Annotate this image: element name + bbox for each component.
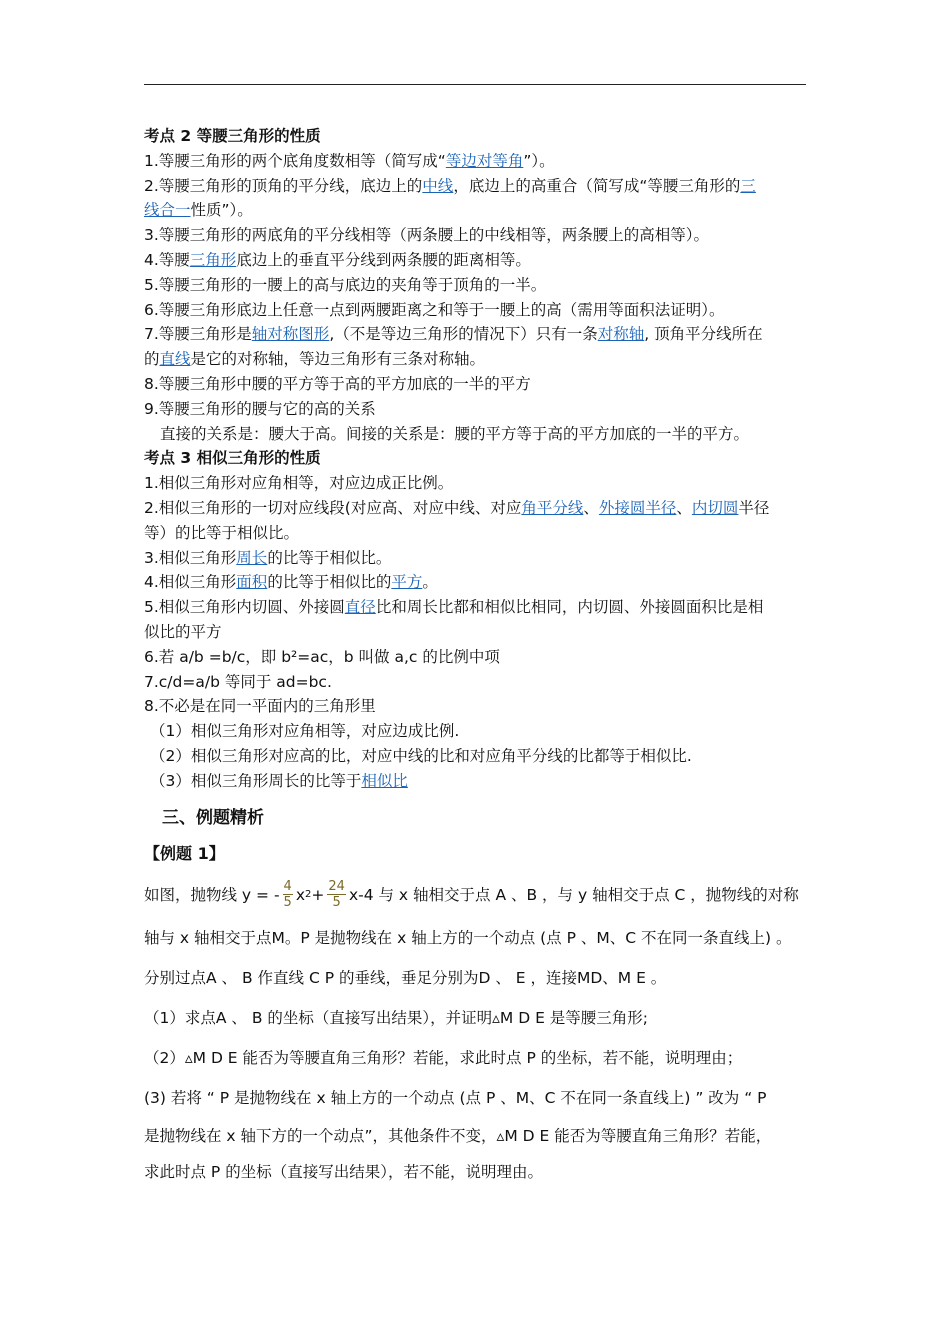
s2-item-9: 9.等腰三角形的腰与它的高的关系 xyxy=(144,399,376,418)
question-3c: 求此时点 P 的坐标（直接写出结果），若不能，说明理由。 xyxy=(144,1162,543,1181)
link-mianji[interactable]: 面积 xyxy=(236,573,268,592)
header-rule xyxy=(144,84,806,85)
link-sanjiaoxing[interactable]: 三角形 xyxy=(189,250,237,269)
s3-item-2a: 2.相似三角形的一切对应线段(对应高、对应中线、对应角平分线、外接圆半径、内切圆半径 xyxy=(144,498,770,517)
s3-sub-2: （2）相似三角形对应高的比，对应中线的比和对应角平分线的比都等于相似比. xyxy=(150,746,692,765)
question-3a: (3) 若将 “ P 是抛物线在 x 轴上方的一个动点 (点 P 、M、C 不在同一条直线上) ” 改为 “ P xyxy=(144,1088,767,1107)
link-zhijing[interactable]: 直径 xyxy=(344,598,376,617)
s3-item-5a: 5.相似三角形内切圆、外接圆直径比和周长比都和相似比相同，内切圆、外接圆面积比是相 xyxy=(144,598,764,617)
s3-item-2b: 等）的比等于相似比。 xyxy=(144,523,300,542)
s3-sub-3: （3）相似三角形周长的比等于相似比 xyxy=(150,771,408,790)
example-line-2: 轴与 x 轴相交于点M。P 是抛物线在 x 轴上方的一个动点 (点 P 、M、C 不在同一条直线上) 。 xyxy=(144,928,792,947)
link-zhouduicheng[interactable]: 轴对称图形 xyxy=(251,325,330,344)
link-zhixian[interactable]: 直线 xyxy=(159,350,191,369)
example-title: 【例题 1】 xyxy=(144,843,225,863)
s2-item-9b: 直接的关系是：腰大于高。间接的关系是：腰的平方等于高的平方加底的一半的平方。 xyxy=(160,424,750,443)
s3-item-6: 6.若 a/b =b/c，即 b²=ac，b 叫做 a,c 的比例中项 xyxy=(144,647,500,666)
s2-item-5: 5.等腰三角形的一腰上的高与底边的夹角等于顶角的一半。 xyxy=(144,275,547,294)
link-duichengzhou[interactable]: 对称轴 xyxy=(597,325,645,344)
s2-item-6: 6.等腰三角形底边上任意一点到两腰距离之和等于一腰上的高（需用等面积法证明）。 xyxy=(144,300,725,319)
s3-item-7: 7.c/d=a/b 等同于 ad=bc. xyxy=(144,672,332,691)
document-body xyxy=(144,124,808,1190)
link-waijieyuan[interactable]: 外接圆半径 xyxy=(598,498,677,517)
question-3b: 是抛物线在 x 轴下方的一个动点”，其他条件不变，▵M D E 能否为等腰直角三角形？若能， xyxy=(144,1126,772,1145)
s3-item-5b: 似比的平方 xyxy=(144,622,222,641)
link-xiangsibi[interactable]: 相似比 xyxy=(361,771,408,790)
link-zhouchang[interactable]: 周长 xyxy=(236,548,268,567)
link-jiaopingfenxian[interactable]: 角平分线 xyxy=(521,498,584,517)
link-pingfang[interactable]: 平方 xyxy=(391,573,423,592)
section-heading: 三、例题精析 xyxy=(162,807,264,828)
link-sanxian-2[interactable]: 线合一 xyxy=(144,201,191,220)
s3-sub-1: （1）相似三角形对应角相等，对应边成比例. xyxy=(150,722,460,741)
s2-item-2b: 线合一性质”）。 xyxy=(144,201,253,220)
example-equation-line: 如图，抛物线 y = - $\frac{4}{5}$ x 2 + $\frac{24}{5}$ x-4 与 x 轴相交于点 A 、B ，与 y 轴相交于点 C ，抛物线的对称 xyxy=(144,879,799,911)
example-line-3: 分别过点A 、 B 作直线 C P 的垂线，垂足分别为D 、 E ，连接MD、M E 。 xyxy=(144,968,667,987)
section3-title: 考点 3 相似三角形的性质 xyxy=(144,449,321,468)
s3-item-8: 8.不必是在同一平面内的三角形里 xyxy=(144,697,376,716)
question-1: （1）求点A 、 B 的坐标（直接写出结果），并证明▵M D E 是等腰三角形; xyxy=(144,1008,649,1027)
fraction-24-5: $\frac{24}{5}$ xyxy=(328,879,345,911)
s3-item-3: 3.相似三角形周长的比等于相似比。 xyxy=(144,548,392,567)
s2-item-7b: 的直线是它的对称轴，等边三角形有三条对称轴。 xyxy=(144,350,486,369)
s2-item-8: 8.等腰三角形中腰的平方等于高的平方加底的一半的平方 xyxy=(144,374,531,393)
s2-item-7a: 7.等腰三角形是轴对称图形,（不是等边三角形的情况下）只有一条对称轴, 顶角平分线所在 xyxy=(144,325,763,344)
s2-item-4: 4.等腰三角形底边上的垂直平分线到两条腰的距离相等。 xyxy=(144,250,531,269)
link-dengbian[interactable]: 等边对等角 xyxy=(445,151,524,170)
link-zhongxian[interactable]: 中线 xyxy=(422,176,454,195)
question-2: （2）▵M D E 能否为等腰直角三角形？若能，求此时点 P 的坐标，若不能，说明理由； xyxy=(144,1048,743,1067)
link-sanxian-1[interactable]: 三 xyxy=(740,176,756,195)
section2-title: 考点 2 等腰三角形的性质 xyxy=(144,127,321,145)
s3-item-4: 4.相似三角形面积的比等于相似比的平方。 xyxy=(144,573,438,592)
link-neiqieyuan[interactable]: 内切圆 xyxy=(691,498,739,517)
s3-item-1: 1.相似三角形对应角相等，对应边成正比例。 xyxy=(144,474,454,493)
fraction-4-5: $\frac{4}{5}$ xyxy=(283,879,292,911)
s2-item-1: 1.等腰三角形的两个底角度数相等（简写成“等边对等角”）。 xyxy=(144,151,555,170)
s2-item-2a: 2.等腰三角形的顶角的平分线，底边上的中线，底边上的高重合（简写成“等腰三角形的三 xyxy=(144,176,756,195)
s2-item-3: 3.等腰三角形的两底角的平分线相等（两条腰上的中线相等，两条腰上的高相等）。 xyxy=(144,226,710,245)
